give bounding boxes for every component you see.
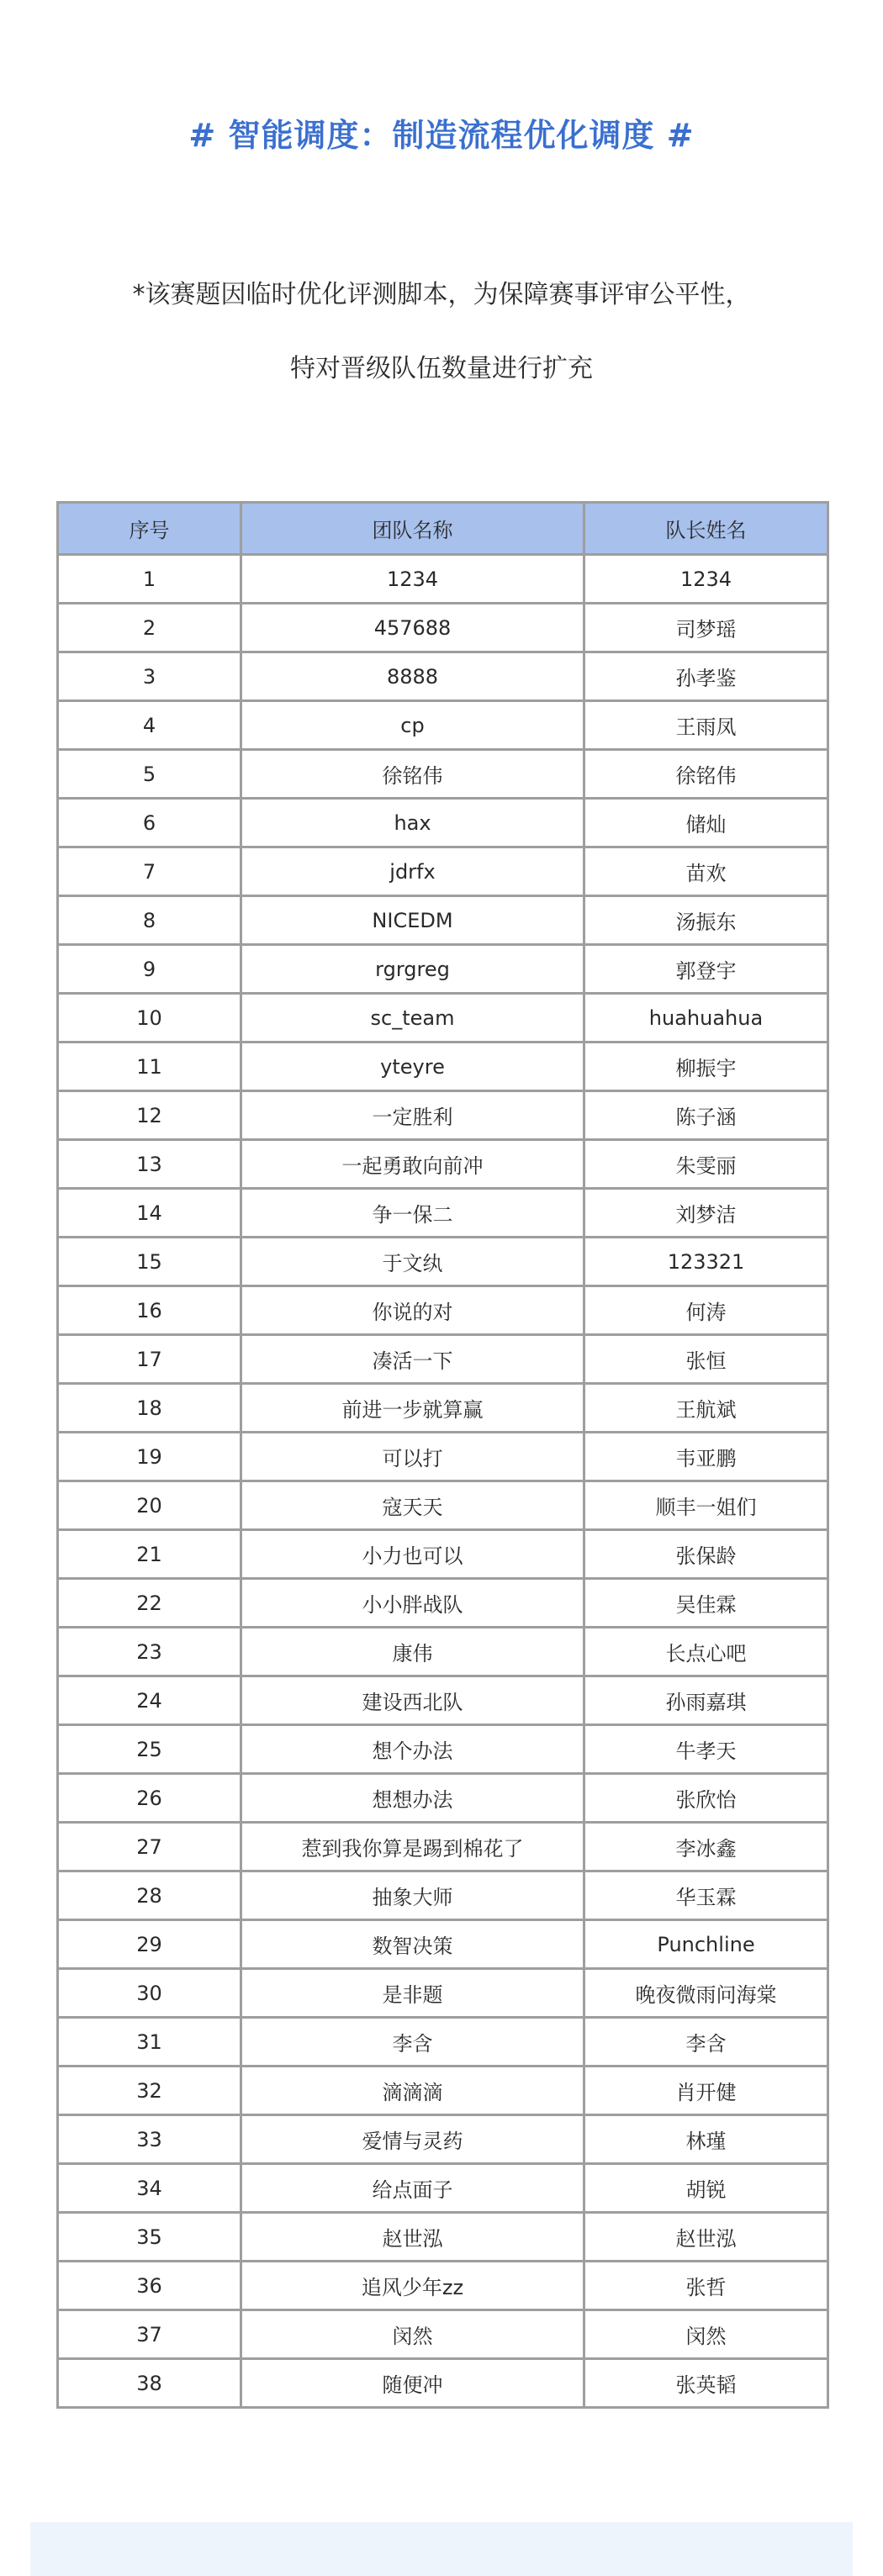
cell-captain-name: 肖开健 — [584, 2067, 828, 2115]
cell-team-name: 可以打 — [241, 1433, 584, 1481]
cell-team-name: jdrfx — [241, 847, 584, 896]
cell-captain-name: 闵然 — [584, 2310, 828, 2359]
table-row — [58, 1579, 828, 1628]
cell-captain-name: 张欣怡 — [584, 1774, 828, 1823]
cell-index: 37 — [58, 2310, 241, 2359]
cell-captain-name: 孙孝鉴 — [584, 652, 828, 701]
cell-team-name: 爱情与灵药 — [241, 2115, 584, 2164]
cell-index: 14 — [58, 1189, 241, 1238]
cell-index: 7 — [58, 847, 241, 896]
table-row — [58, 1871, 828, 1920]
cell-index: 2 — [58, 604, 241, 652]
cell-team-name: 李含 — [241, 2018, 584, 2067]
cell-team-name: 8888 — [241, 652, 584, 701]
notice-line-2: 特对晋级队伍数量进行扩充 — [290, 354, 593, 383]
table-row — [58, 945, 828, 994]
header-captain-name: 队长姓名 — [584, 503, 828, 555]
cell-index: 23 — [58, 1628, 241, 1676]
table-row — [58, 1286, 828, 1335]
cell-team-name: 建设西北队 — [241, 1676, 584, 1725]
cell-index: 33 — [58, 2115, 241, 2164]
table-row — [58, 1969, 828, 2018]
cell-index: 21 — [58, 1530, 241, 1579]
cell-index: 20 — [58, 1481, 241, 1530]
table-row — [58, 555, 828, 604]
cell-team-name: 一定胜利 — [241, 1091, 584, 1140]
cell-captain-name: 顺丰一姐们 — [584, 1481, 828, 1530]
page-title: # 智能调度：制造流程优化调度 # — [188, 117, 695, 154]
table-row — [58, 1043, 828, 1091]
table-row — [58, 1628, 828, 1676]
cell-team-name: 前进一步就算赢 — [241, 1384, 584, 1433]
table-row — [58, 799, 828, 847]
table-row — [58, 2067, 828, 2115]
cell-captain-name: 王航斌 — [584, 1384, 828, 1433]
header-team-name: 团队名称 — [241, 503, 584, 555]
cell-captain-name: 陈子涵 — [584, 1091, 828, 1140]
cell-index: 5 — [58, 750, 241, 799]
cell-index: 9 — [58, 945, 241, 994]
cell-team-name: 数智决策 — [241, 1920, 584, 1969]
cell-index: 19 — [58, 1433, 241, 1481]
table-row — [58, 2164, 828, 2213]
cell-captain-name: 储灿 — [584, 799, 828, 847]
cell-index: 26 — [58, 1774, 241, 1823]
cell-team-name: 于文纨 — [241, 1238, 584, 1286]
table-row — [58, 1920, 828, 1969]
cell-index: 27 — [58, 1823, 241, 1871]
cell-captain-name: 司梦瑶 — [584, 604, 828, 652]
cell-team-name: 徐铭伟 — [241, 750, 584, 799]
cell-index: 35 — [58, 2213, 241, 2262]
cell-index: 17 — [58, 1335, 241, 1384]
cell-team-name: 小力也可以 — [241, 1530, 584, 1579]
cell-captain-name: 赵世泓 — [584, 2213, 828, 2262]
cell-team-name: 1234 — [241, 555, 584, 604]
cell-index: 12 — [58, 1091, 241, 1140]
table-row — [58, 1725, 828, 1774]
cell-captain-name: 华玉霖 — [584, 1871, 828, 1920]
cell-team-name: 康伟 — [241, 1628, 584, 1676]
table-row — [58, 896, 828, 945]
cell-captain-name: 晚夜微雨问海棠 — [584, 1969, 828, 2018]
table-row — [58, 2262, 828, 2310]
cell-captain-name: 何涛 — [584, 1286, 828, 1335]
cell-team-name: sc_team — [241, 994, 584, 1043]
cell-captain-name: 123321 — [584, 1238, 828, 1286]
cell-captain-name: Punchline — [584, 1920, 828, 1969]
table-body — [58, 555, 828, 2408]
table-row — [58, 1433, 828, 1481]
cell-index: 22 — [58, 1579, 241, 1628]
cell-index: 4 — [58, 701, 241, 750]
table-row — [58, 701, 828, 750]
cell-captain-name: 吴佳霖 — [584, 1579, 828, 1628]
cell-captain-name: 柳振宇 — [584, 1043, 828, 1091]
cell-team-name: 你说的对 — [241, 1286, 584, 1335]
cell-index: 16 — [58, 1286, 241, 1335]
cell-captain-name: 李冰鑫 — [584, 1823, 828, 1871]
cell-index: 13 — [58, 1140, 241, 1189]
cell-captain-name: 朱雯丽 — [584, 1140, 828, 1189]
cell-team-name: 457688 — [241, 604, 584, 652]
cell-index: 38 — [58, 2359, 241, 2408]
cell-team-name: 凑活一下 — [241, 1335, 584, 1384]
advancement-table — [56, 501, 829, 2409]
table-row — [58, 750, 828, 799]
cell-team-name: yteyre — [241, 1043, 584, 1091]
cell-captain-name: 徐铭伟 — [584, 750, 828, 799]
cell-team-name: 随便冲 — [241, 2359, 584, 2408]
table-row — [58, 1823, 828, 1871]
table-row — [58, 2213, 828, 2262]
cell-captain-name: 胡锐 — [584, 2164, 828, 2213]
table-row — [58, 1530, 828, 1579]
cell-team-name: 小小胖战队 — [241, 1579, 584, 1628]
cell-team-name: 给点面子 — [241, 2164, 584, 2213]
cell-index: 15 — [58, 1238, 241, 1286]
cell-captain-name: 长点心吧 — [584, 1628, 828, 1676]
cell-captain-name: 张保龄 — [584, 1530, 828, 1579]
table-row — [58, 652, 828, 701]
cell-team-name: cp — [241, 701, 584, 750]
table-row — [58, 847, 828, 896]
cell-captain-name: 林瑾 — [584, 2115, 828, 2164]
cell-captain-name: 李含 — [584, 2018, 828, 2067]
cell-team-name: 追风少年zz — [241, 2262, 584, 2310]
cell-index: 32 — [58, 2067, 241, 2115]
cell-team-name: 惹到我你算是踢到棉花了 — [241, 1823, 584, 1871]
cell-team-name: hax — [241, 799, 584, 847]
table-row — [58, 994, 828, 1043]
cell-team-name: 滴滴滴 — [241, 2067, 584, 2115]
table-row — [58, 1384, 828, 1433]
table-row — [58, 1189, 828, 1238]
cell-index: 28 — [58, 1871, 241, 1920]
cell-team-name: 寇天天 — [241, 1481, 584, 1530]
table-header-row — [58, 503, 828, 555]
cell-index: 1 — [58, 555, 241, 604]
footer-band — [30, 2522, 853, 2576]
header-index: 序号 — [58, 503, 241, 555]
cell-team-name: 争一保二 — [241, 1189, 584, 1238]
cell-team-name: 抽象大师 — [241, 1871, 584, 1920]
cell-index: 3 — [58, 652, 241, 701]
table-row — [58, 1774, 828, 1823]
cell-team-name: rgrgreg — [241, 945, 584, 994]
cell-index: 11 — [58, 1043, 241, 1091]
cell-team-name: 闵然 — [241, 2310, 584, 2359]
cell-captain-name: 刘梦洁 — [584, 1189, 828, 1238]
cell-team-name: NICEDM — [241, 896, 584, 945]
cell-captain-name: 郭登宇 — [584, 945, 828, 994]
cell-captain-name: 汤振东 — [584, 896, 828, 945]
table-row — [58, 2310, 828, 2359]
cell-captain-name: 1234 — [584, 555, 828, 604]
table-header — [58, 503, 828, 555]
cell-index: 25 — [58, 1725, 241, 1774]
cell-captain-name: 苗欢 — [584, 847, 828, 896]
cell-captain-name: 张英韬 — [584, 2359, 828, 2408]
cell-index: 34 — [58, 2164, 241, 2213]
cell-captain-name: 牛孝天 — [584, 1725, 828, 1774]
table-row — [58, 1481, 828, 1530]
table-row — [58, 2359, 828, 2408]
advancement-table-container — [56, 501, 827, 2409]
cell-team-name: 是非题 — [241, 1969, 584, 2018]
table-row — [58, 604, 828, 652]
cell-captain-name: 王雨凤 — [584, 701, 828, 750]
cell-index: 30 — [58, 1969, 241, 2018]
table-row — [58, 2018, 828, 2067]
cell-captain-name: huahuahua — [584, 994, 828, 1043]
cell-team-name: 赵世泓 — [241, 2213, 584, 2262]
cell-captain-name: 韦亚鹏 — [584, 1433, 828, 1481]
cell-index: 24 — [58, 1676, 241, 1725]
table-row — [58, 1140, 828, 1189]
table-row — [58, 1335, 828, 1384]
cell-captain-name: 孙雨嘉琪 — [584, 1676, 828, 1725]
cell-team-name: 想想办法 — [241, 1774, 584, 1823]
cell-index: 6 — [58, 799, 241, 847]
cell-index: 36 — [58, 2262, 241, 2310]
cell-index: 8 — [58, 896, 241, 945]
cell-team-name: 想个办法 — [241, 1725, 584, 1774]
cell-index: 18 — [58, 1384, 241, 1433]
cell-index: 31 — [58, 2018, 241, 2067]
table-row — [58, 2115, 828, 2164]
cell-captain-name: 张哲 — [584, 2262, 828, 2310]
notice-line-1: *该赛题因临时优化评测脚本，为保障赛事评审公平性， — [132, 280, 751, 309]
table-row — [58, 1091, 828, 1140]
table-row — [58, 1238, 828, 1286]
cell-index: 10 — [58, 994, 241, 1043]
table-row — [58, 1676, 828, 1725]
cell-index: 29 — [58, 1920, 241, 1969]
cell-team-name: 一起勇敢向前冲 — [241, 1140, 584, 1189]
cell-captain-name: 张恒 — [584, 1335, 828, 1384]
